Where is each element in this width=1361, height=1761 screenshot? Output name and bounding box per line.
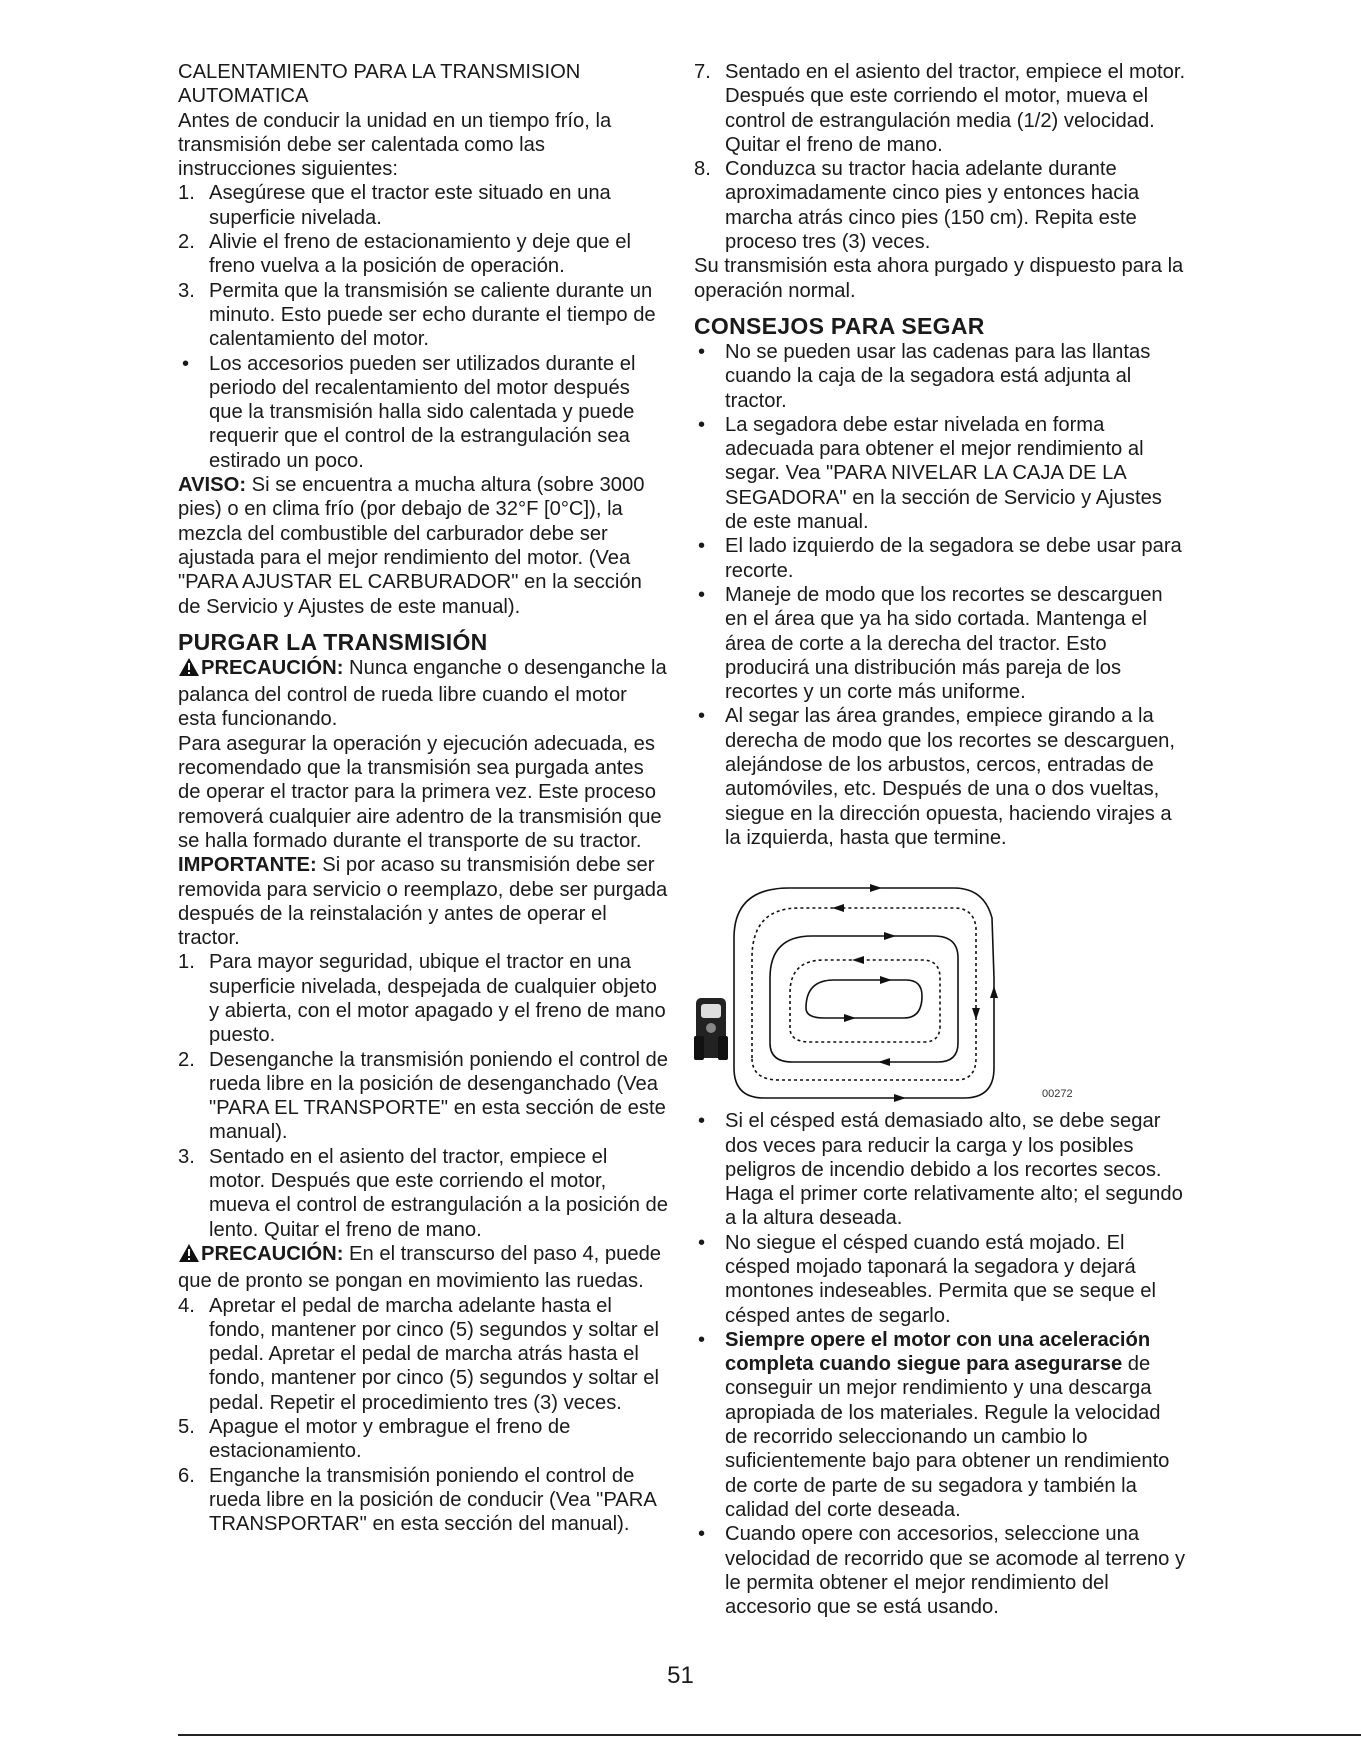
list-item [694, 157, 1186, 254]
step-text: Alivie el freno de estacionamiento y deje que el freno vuelva a la posición de operación. [209, 231, 631, 278]
list-item [178, 950, 668, 1047]
step-number: 3. [178, 279, 195, 302]
important-label: IMPORTANTE: [178, 854, 317, 877]
bullet-text: Si el césped está demasiado alto, se debe segar dos veces para reducir la carga y los posibles peligros de incendio debido a los recortes secos. Haga el primer corte relativamente alto; el segundo a la altura deseada. [725, 1110, 1183, 1230]
heading-warmup: CALENTAMIENTO PARA LA TRANSMISION AUTOMATICA [178, 61, 581, 108]
bullet-bold-text: Siempre opere el motor con una aceleración completa cuando siegue para asegurarse [725, 1328, 1151, 1376]
bullet-text: Los accesorios pueden ser utilizados durante el periodo del recalentamiento del motor después que la transmisión halla sido calentada y puede requerir que el control de la estrangulación sea estirado un poco. [209, 352, 636, 472]
caution-text: Nunca enganche o desenganche la palanca del control de rueda libre cuando el motor esta funcionando. [178, 656, 667, 731]
step-text: Permita que la transmisión se caliente durante un minuto. Esto puede ser echo durante el tiempo de calentamiento del motor. [209, 279, 656, 351]
bullet: • [698, 583, 706, 606]
caution-text: En el transcurso del paso 4, puede que de pronto se pongan en movimiento las ruedas. [178, 1242, 662, 1293]
mowing-tips-list-2 [694, 1109, 1186, 1619]
purge-steps-c [694, 60, 1186, 254]
caution-paragraph-2 [178, 1242, 668, 1294]
purge-steps-a [178, 950, 668, 1242]
list-item [694, 413, 1186, 534]
list-item [694, 583, 1186, 704]
bullet: • [698, 413, 706, 436]
bullet-text: Maneje de modo que los recortes se descarguen en el área que ya ha sido cortada. Mantenga el área de corte a la derecha del tractor. Esto producirá una distribución más pareja de los recortes y un corte más uniforme. [725, 583, 1163, 704]
spiral-path-diagram [694, 858, 1186, 1103]
list-item [178, 352, 668, 473]
bullet: • [698, 340, 706, 363]
caution-label: PRECAUCIÓN: [201, 656, 344, 679]
purged-paragraph: Su transmisión esta ahora purgado y dispuesto para la operación normal. [694, 255, 1184, 302]
step-number: 1. [178, 182, 195, 205]
bullet: • [698, 1110, 706, 1133]
warmup-steps [178, 181, 668, 351]
step-text: Enganche la transmisión poniendo el control de rueda libre en la posición de conducir (Vea "PARA TRANSPORTAR" en esta sección del manual). [209, 1464, 656, 1536]
bullet: • [698, 1328, 706, 1351]
list-item [178, 1048, 668, 1145]
purge-paragraph: Para asegurar la operación y ejecución adecuada, es recomendado que la transmisión sea purgada antes de operar el tractor para la primera vez. Este proceso removerá cualquier aire adentro de la transmisión que se halla formado durante el transporte de su tractor. [178, 732, 662, 852]
bullet: • [698, 1231, 706, 1254]
bottom-rule [178, 1734, 1361, 1736]
aviso-text: Si se encuentra a mucha altura (sobre 3000 pies) o en clima frío (por debajo de 32°F [0°C]), la mezcla del combustible del carburador debe ser ajustada para el mejor rendimiento del motor. (Vea "PARA AJUSTAR EL CARBURADOR" en la sección de Servicio y Ajustes de este manual). [178, 474, 645, 618]
purge-steps-b [178, 1294, 668, 1537]
mowing-pattern-diagram [694, 858, 1186, 1103]
list-item [694, 1522, 1186, 1619]
important-text: Si por acaso su transmisión debe ser removida para servicio o reemplazo, debe ser purgada después de la reinstalación y antes de operar el tractor. [178, 854, 668, 950]
right-column [694, 60, 1186, 1619]
bullet-text: Cuando opere con accesorios, seleccione una velocidad de recorrido que se acomode al terreno y le permita obtener el mejor rendimiento del accesorio que se está usando. [725, 1523, 1186, 1619]
list-item [178, 181, 668, 230]
aviso-label: AVISO: [178, 474, 247, 497]
bullet-text: El lado izquierdo de la segadora se debe usar para recorte. [725, 535, 1182, 582]
list-item [694, 340, 1186, 413]
list-item [178, 1415, 668, 1464]
warmup-intro: Antes de conducir la unidad en un tiempo frío, la transmisión debe ser calentada como las instrucciones siguientes: [178, 109, 612, 181]
list-item [694, 1328, 1186, 1522]
step-text: Conduzca su tractor hacia adelante durante aproximadamente cinco pies y entonces hacia marcha atrás cinco pies (150 cm). Repita este proceso tres (3) veces. [725, 158, 1140, 254]
diagram-code: 00272 [1042, 1088, 1073, 1101]
step-text: Apretar el pedal de marcha adelante hasta el fondo, mantener por cinco (5) segundos y soltar el pedal. Apretar el pedal de marcha atrás hasta el fondo, mantener por cinco (5) segundos y soltar el pedal. Repetir el procedimiento tres (3) veces. [209, 1294, 659, 1414]
bullet-text: No siegue el césped cuando está mojado. El césped mojado taponará la segadora y dejará montones indeseables. Permita que se seque el césped antes de segarlo. [725, 1231, 1156, 1327]
step-number: 1. [178, 951, 195, 974]
step-text: Asegúrese que el tractor este situado en una superficie nivelada. [209, 182, 611, 229]
aviso-paragraph [178, 473, 668, 619]
heading-purge: PURGAR LA TRANSMISIÓN [178, 628, 488, 655]
step-text: Sentado en el asiento del tractor, empiece el motor. Después que este corriendo el motor, mueva el control de estrangulación a la posición de lento. Quitar el freno de mano. [209, 1145, 668, 1241]
left-column [178, 60, 668, 1537]
step-number: 4. [178, 1294, 195, 1317]
step-number: 8. [694, 158, 711, 181]
bullet: • [698, 705, 706, 728]
step-text: Apague el motor y embrague el freno de estacionamiento. [209, 1416, 571, 1463]
warning-triangle-icon [178, 657, 200, 683]
tractor-icon [694, 998, 728, 1060]
list-item [694, 704, 1186, 850]
bullet-text: de conseguir un mejor rendimiento y una descarga apropiada de los materiales. Regule la velocidad de recorrido seleccionando un cambio lo suficientemente bajo para obtener un rendimiento de corte de parte de su segadora y también la calidad del corte deseada. [725, 1353, 1170, 1521]
step-number: 5. [178, 1416, 195, 1439]
heading-mowing-tips: CONSEJOS PARA SEGAR [694, 312, 985, 339]
bullet: • [698, 535, 706, 558]
step-text: Para mayor seguridad, ubique el tractor en una superficie nivelada, despejada de cualquier objeto y abierta, con el motor apagado y el freno de mano puesto. [209, 951, 666, 1047]
step-number: 3. [178, 1145, 195, 1168]
bullet: • [182, 352, 190, 375]
list-item [178, 1294, 668, 1415]
bullet-text: Al segar las área grandes, empiece girando a la derecha de modo que los recortes se descarguen, alejándose de los arbustos, cercos, entradas de automóviles, etc. Después de una o dos vueltas, siegue en la dirección opuesta, haciendo virajes a la izquierda, hasta que termine. [725, 705, 1176, 849]
list-item [694, 1109, 1186, 1230]
list-item [694, 60, 1186, 157]
warning-triangle-icon [178, 1243, 200, 1269]
list-item [178, 279, 668, 352]
list-item [694, 1231, 1186, 1328]
list-item [694, 534, 1186, 583]
list-item [178, 1464, 668, 1537]
bullet: • [698, 1523, 706, 1546]
step-number: 2. [178, 1048, 195, 1071]
step-number: 7. [694, 61, 711, 83]
list-item [178, 230, 668, 279]
caution-paragraph-1 [178, 656, 668, 732]
step-text: Desenganche la transmisión poniendo el control de rueda libre en la posición de desenganchado (Vea "PARA EL TRANSPORTE" en esta sección de este manual). [209, 1048, 668, 1144]
caution-label: PRECAUCIÓN: [201, 1242, 344, 1265]
warmup-bullets [178, 352, 668, 473]
page-number: 51 [667, 1662, 694, 1689]
step-text: Sentado en el asiento del tractor, empiece el motor. Después que este corriendo el motor, mueva el control de estrangulación media (1/2) velocidad. Quitar el freno de mano. [725, 61, 1186, 156]
step-number: 2. [178, 231, 195, 254]
mowing-tips-list-1 [694, 340, 1186, 850]
list-item [178, 1145, 668, 1242]
bullet-text: La segadora debe estar nivelada en forma adecuada para obtener el mejor rendimiento al segar. Vea "PARA NIVELAR LA CAJA DE LA SEGADORA" en la sección de Servicio y Ajustes de este manual. [725, 413, 1162, 534]
step-number: 6. [178, 1464, 195, 1487]
bullet-text: No se pueden usar las cadenas para las llantas cuando la caja de la segadora está adjunta al tractor. [725, 340, 1151, 412]
important-paragraph [178, 853, 668, 950]
